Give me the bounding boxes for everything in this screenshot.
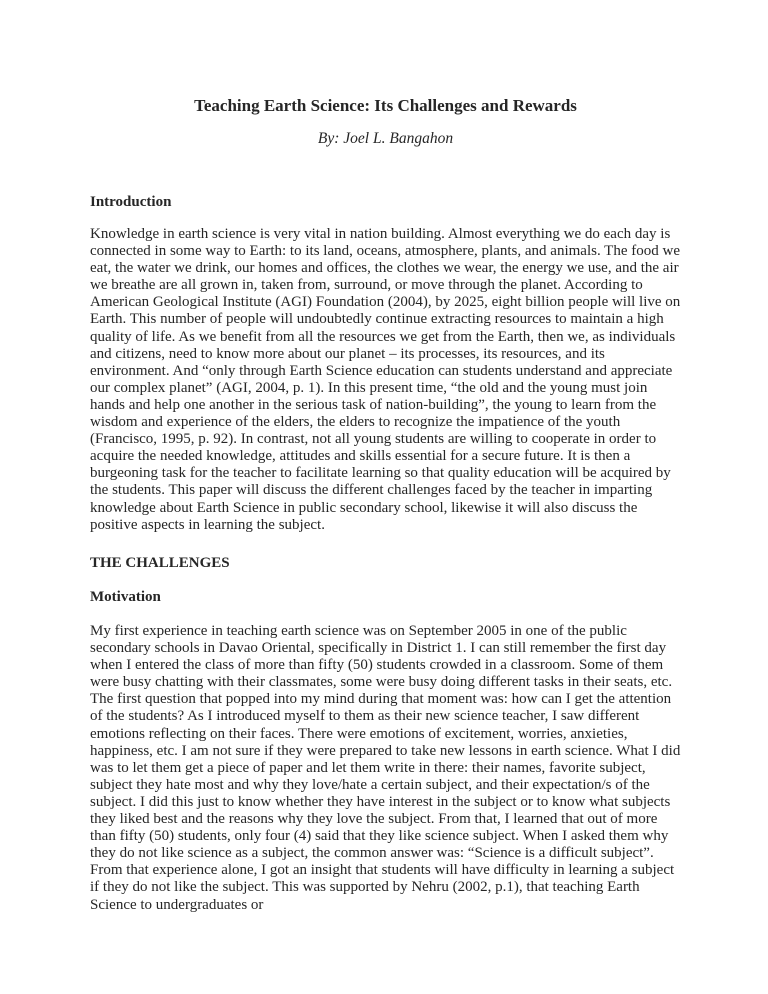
- page-content: [90, 0, 681, 994]
- heading-introduction: Introduction: [90, 194, 172, 210]
- heading-the-challenges: THE CHALLENGES: [90, 555, 230, 571]
- page-title: Teaching Earth Science: Its Challenges and Rewards: [194, 96, 577, 115]
- section-challenges: [90, 555, 681, 914]
- heading-motivation: Motivation: [90, 589, 161, 605]
- byline: By: Joel L. Bangahon: [317, 130, 454, 147]
- paragraph-introduction: Knowledge in earth science is very vital in nation building. Almost everything we do each day is connected in some way to Earth: to its land, oceans, atmosphere, plants, and animals. The food we eat, the water we drink, our homes and offices, the clothes we wear, the energy we use, and the air we breathe are all grown in, taken from, surround, or move through the planet. According to American Geological Institute (AGI) Foundation (2004), by 2025, eight billion people will live on Earth. This number of people will undoubtedly continue extracting resources to maintain a high quality of life. As we benefit from all the resources we get from the Earth, then we, as individuals and citizens, need to know more about our planet – its processes, its resources, and its environment. And “only through Earth Science education can students understand and appreciate our complex planet” (AGI, 2004, p. 1). In this present time, “the old and the young must join hands and help one another in the serious task of nation-building”, the young to learn from the wisdom and experience of the elders, the elders to recognize the impatience of the youth (Francisco, 1995, p. 92). In contrast, not all young students are willing to cooperate in order to acquire the needed knowledge, attitudes and skills essential for a secure future. It is then a burgeoning task for the teacher to facilitate learning so that quality education will be acquired by the students. This paper will discuss the different challenges faced by the teacher in imparting knowledge about Earth Science in public secondary school, likewise it will also discuss the positive aspects in learning the subject.: [90, 226, 681, 533]
- paragraph-motivation: My first experience in teaching earth science was on September 2005 in one of the public secondary schools in Davao Oriental, specifically in District 1. I can still remember the first day when I entered the class of more than fifty (50) students crowded in a classroom. Some of them were busy chatting with their classmates, some were busy doing different tasks in their seats, etc. The first question that popped into my mind during that moment was: how can I get the attention of the students? As I introduced myself to them as their new science teacher, I saw different emotions reflecting on their faces. There were emotions of excitement, worries, anxieties, happiness, etc. I am not sure if they were prepared to take new lessons in earth science. What I did was to let them get a piece of paper and let them write in there: their names, favorite subject, subject they hate most and why they love/hate a certain subject, and their expectation/s of the subject. I did this just to know whether they have interest in the subject or to know what subjects they liked best and the reasons why they love the subject. From that, I learned that out of more than fifty (50) students, only four (4) said that they like science subject. When I asked them why they do not like science as a subject, the common answer was: “Science is a difficult subject”. From that experience alone, I got an insight that students will have difficulty in learning a subject if they do not like the subject. This was supported by Nehru (2002, p.1), that teaching Earth Science to undergraduates or: [90, 623, 681, 913]
